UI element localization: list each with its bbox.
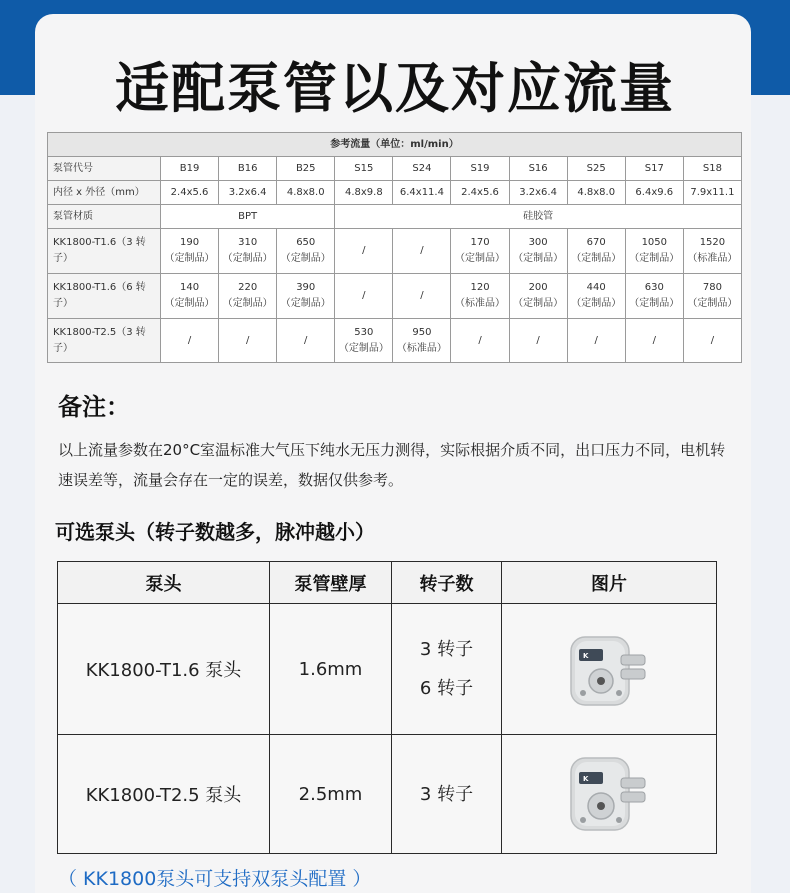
pump-image-cell bbox=[502, 604, 717, 735]
flow-value: / bbox=[245, 334, 250, 346]
pump-header-image: 图片 bbox=[502, 562, 717, 604]
flow-value: / bbox=[536, 334, 540, 346]
material-silicone: 硅胶管 bbox=[335, 205, 742, 229]
flow-cell bbox=[161, 274, 219, 319]
pump-header-thickness: 泵管壁厚 bbox=[270, 562, 392, 604]
flow-value: / bbox=[420, 245, 424, 256]
flow-cell bbox=[683, 274, 741, 319]
tube-size: 7.9x11.1 bbox=[683, 181, 741, 205]
flow-value: 950 bbox=[412, 326, 432, 338]
flow-cell bbox=[451, 274, 509, 319]
flow-cell bbox=[625, 229, 683, 274]
roller-option: 3 转子 bbox=[419, 639, 474, 660]
flow-value: 300 bbox=[528, 237, 548, 248]
flow-table bbox=[47, 132, 742, 363]
pump-rollers bbox=[392, 735, 502, 854]
flow-value: 670 bbox=[586, 237, 606, 248]
flow-cell bbox=[277, 274, 335, 319]
flow-grade: （定制品） bbox=[164, 298, 215, 309]
tube-code: S15 bbox=[335, 157, 393, 181]
flow-value: 1520 bbox=[699, 237, 726, 248]
flow-value: / bbox=[362, 245, 366, 256]
flow-grade: （定制品） bbox=[455, 253, 506, 264]
tube-size: 3.2x6.4 bbox=[509, 181, 567, 205]
footer-note: （ KK1800泵头可支持双泵头配置 ） bbox=[58, 868, 372, 890]
flow-cell bbox=[567, 319, 625, 363]
flow-value: 390 bbox=[296, 282, 316, 293]
flow-cell bbox=[335, 274, 393, 319]
flow-grade: （定制品） bbox=[513, 298, 564, 309]
flow-value: 220 bbox=[238, 282, 258, 293]
flow-cell bbox=[335, 229, 393, 274]
flow-value: 650 bbox=[296, 237, 316, 248]
flow-grade: （定制品） bbox=[629, 253, 680, 264]
flow-grade: （定制品） bbox=[280, 298, 331, 309]
pump-thickness: 2.5mm bbox=[270, 735, 392, 854]
tube-size: 3.2x6.4 bbox=[219, 181, 277, 205]
tube-size: 4.8x9.8 bbox=[335, 181, 393, 205]
flow-grade: （标准品） bbox=[455, 298, 506, 309]
svg-text:K: K bbox=[583, 775, 589, 783]
flow-grade: （定制品） bbox=[222, 253, 273, 264]
flow-cell bbox=[277, 229, 335, 274]
flow-cell bbox=[161, 229, 219, 274]
note-text: 以上流量参数在20°C室温标准大气压下纯水无压力测得，实际根据介质不同，出口压力不同，电机转速误差等，流量会存在一定的误差，数据仅供参考。 bbox=[58, 441, 726, 489]
flow-grade: （标准品） bbox=[687, 253, 738, 264]
roller-option: 6 转子 bbox=[419, 678, 474, 699]
pump-image-cell bbox=[502, 735, 717, 854]
pump-name: KK1800-T2.5 泵头 bbox=[58, 735, 270, 854]
flow-cell bbox=[567, 229, 625, 274]
flow-cell bbox=[567, 274, 625, 319]
flow-cell bbox=[683, 319, 741, 363]
tube-size: 6.4x11.4 bbox=[393, 181, 451, 205]
flow-cell bbox=[393, 229, 451, 274]
row-label-code: 泵管代号 bbox=[48, 157, 161, 181]
flow-grade: （定制品） bbox=[280, 253, 331, 264]
flow-cell bbox=[509, 319, 567, 363]
tube-code: S19 bbox=[451, 157, 509, 181]
flow-cell bbox=[161, 319, 219, 363]
tube-code: S25 bbox=[567, 157, 625, 181]
flow-grade: （定制品） bbox=[222, 298, 273, 309]
pump-name: KK1800-T1.6 泵头 bbox=[58, 604, 270, 735]
flow-value: 440 bbox=[586, 282, 606, 293]
flow-cell bbox=[509, 274, 567, 319]
flow-cell bbox=[219, 229, 277, 274]
tube-code: S18 bbox=[683, 157, 741, 181]
pump-header-rollers: 转子数 bbox=[392, 562, 502, 604]
pump-header-head: 泵头 bbox=[58, 562, 270, 604]
flow-value: / bbox=[710, 334, 715, 346]
flow-value: 630 bbox=[644, 282, 664, 293]
flow-cell bbox=[393, 274, 451, 319]
tube-code: B25 bbox=[277, 157, 335, 181]
flow-cell bbox=[509, 229, 567, 274]
flow-value: / bbox=[594, 334, 598, 346]
flow-value: 120 bbox=[470, 282, 490, 293]
tube-size: 6.4x9.6 bbox=[625, 181, 683, 205]
flow-cell bbox=[335, 319, 393, 363]
svg-text:K: K bbox=[583, 652, 589, 660]
page-title: 适配泵管以及对应流量 bbox=[115, 57, 675, 120]
flow-grade: （定制品） bbox=[164, 253, 215, 264]
tube-size: 4.8x8.0 bbox=[277, 181, 335, 205]
flow-cell bbox=[451, 319, 509, 363]
flow-value: 190 bbox=[180, 237, 200, 248]
flow-value: / bbox=[420, 290, 424, 301]
note-heading: 备注： bbox=[58, 393, 130, 421]
flow-value: 530 bbox=[354, 326, 374, 338]
flow-cell bbox=[393, 319, 451, 363]
row-label-material: 泵管材质 bbox=[48, 205, 161, 229]
flow-grade: （定制品） bbox=[571, 253, 622, 264]
flow-cell bbox=[625, 319, 683, 363]
flow-value: 200 bbox=[528, 282, 548, 293]
flow-value: / bbox=[478, 334, 482, 346]
pump-rollers bbox=[392, 604, 502, 735]
pump-thickness: 1.6mm bbox=[270, 604, 392, 735]
flow-grade: （定制品） bbox=[629, 298, 680, 309]
row-label-t25-3: KK1800-T2.5（3 转子） bbox=[48, 319, 161, 363]
flow-value: / bbox=[187, 334, 192, 346]
tube-code: B19 bbox=[161, 157, 219, 181]
flow-value: / bbox=[304, 334, 308, 346]
pump-head-table bbox=[57, 561, 717, 854]
row-label-t16-3: KK1800-T1.6（3 转子） bbox=[48, 229, 161, 274]
tube-code: S17 bbox=[625, 157, 683, 181]
flow-cell bbox=[277, 319, 335, 363]
tube-size: 4.8x8.0 bbox=[567, 181, 625, 205]
flow-cell bbox=[625, 274, 683, 319]
flow-value: 310 bbox=[238, 237, 258, 248]
flow-value: 780 bbox=[702, 282, 722, 293]
tube-size: 2.4x5.6 bbox=[161, 181, 219, 205]
row-label-size: 内径 x 外径（mm） bbox=[48, 181, 161, 205]
tube-size: 2.4x5.6 bbox=[451, 181, 509, 205]
flow-value: / bbox=[362, 290, 366, 301]
flow-cell bbox=[219, 319, 277, 363]
flow-grade: （定制品） bbox=[338, 342, 389, 354]
flow-grade: （定制品） bbox=[571, 298, 622, 309]
tube-code: S16 bbox=[509, 157, 567, 181]
flow-cell bbox=[219, 274, 277, 319]
flow-cell bbox=[451, 229, 509, 274]
flow-value: 1050 bbox=[641, 237, 668, 248]
flow-value: 170 bbox=[470, 237, 490, 248]
flow-value: 140 bbox=[180, 282, 200, 293]
flow-grade: （定制品） bbox=[687, 298, 738, 309]
roller-option: 3 转子 bbox=[419, 783, 474, 805]
flow-value: / bbox=[652, 334, 656, 346]
row-label-t16-6: KK1800-T1.6（6 转子） bbox=[48, 274, 161, 319]
pump-head-image bbox=[559, 619, 659, 719]
flow-cell bbox=[683, 229, 741, 274]
tube-code: B16 bbox=[219, 157, 277, 181]
flow-grade: （标准品） bbox=[396, 342, 447, 354]
tube-code: S24 bbox=[393, 157, 451, 181]
options-title: 可选泵头（转子数越多，脉冲越小） bbox=[55, 520, 375, 544]
material-bpt: BPT bbox=[161, 205, 335, 229]
flow-grade: （定制品） bbox=[513, 253, 564, 264]
pump-head-image bbox=[559, 744, 659, 844]
flow-table-caption: 参考流量（单位：ml/min） bbox=[48, 133, 742, 157]
